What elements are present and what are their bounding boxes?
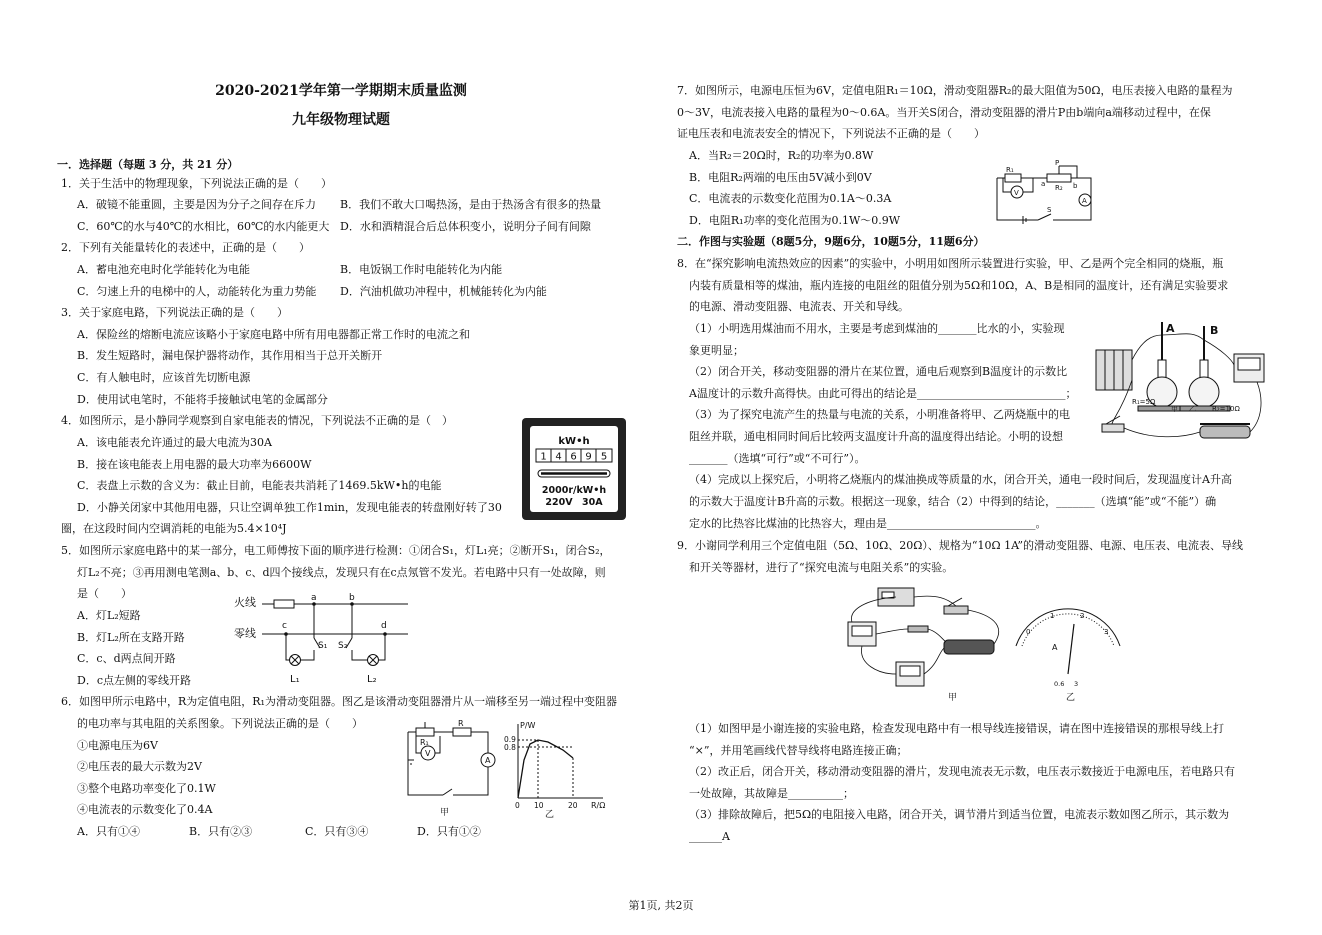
- left-line: C．只有③④: [305, 825, 369, 838]
- switch-s1-label: S₁: [318, 641, 328, 651]
- right-line: 8．在“探究影响电流热效应的因素”的实验中，小明用如图所示装置进行实验，甲、乙是两个完全相同的烧瓶，瓶: [677, 257, 1224, 270]
- left-line: A．该电能表允许通过的最大电流为30A: [77, 436, 272, 449]
- left-line: ②电压表的最大示数为2V: [77, 760, 202, 773]
- q6-y-tick-08: 0.8: [504, 743, 516, 752]
- right-line: 的示数大于温度计B升高的示数。根据这一现象，结合（2）中得到的结论，_______（选填“能”或“不能”）确: [689, 495, 1217, 508]
- meter-spec-rev: 2000r/kW•h: [541, 485, 607, 496]
- meter-digit-1: 1: [540, 451, 547, 463]
- ammeter-icon: [1234, 354, 1264, 382]
- right-line: _______（选填“可行”或“不可行”）。: [689, 452, 866, 465]
- q6-y-tick-09: 0.9: [504, 735, 516, 744]
- right-line: 的电源、滑动变阻器、电流表、开关和导线。: [689, 300, 909, 313]
- q6-x-axis-label: R/Ω: [591, 801, 606, 810]
- right-line: 7．如图所示，电源电压恒为6V，定值电阻R₁＝10Ω，滑动变阻器R₂的最大阻值为50Ω，电压表接入电路的量程为: [677, 84, 1233, 97]
- energy-meter-figure: [521, 417, 627, 521]
- right-line: 和开关等器材，进行了“探究电流与电阻关系”的实验。: [689, 561, 954, 574]
- right-line: A温度计的示数升高得快。由此可得出的结论是___________________________；: [689, 387, 1077, 400]
- q7-ammeter-label: A: [1082, 197, 1087, 205]
- switch-icon: [1102, 416, 1124, 432]
- right-line: （4）完成以上探究后，小明将乙烧瓶内的煤油换成等质量的水，闭合开关，通电一段时间后，发现温度计A升高: [689, 473, 1232, 486]
- q6-circuit: [408, 720, 495, 818]
- left-line: 6．如图甲所示电路中，R为定值电阻，R₁为滑动变阻器。图乙是该滑动变阻器滑片从一端移至另一端过程中变阻器: [61, 695, 617, 708]
- q7-p-label: P: [1055, 160, 1060, 167]
- left-line: 一．选择题（每题 3 分，共 21 分）: [57, 158, 239, 171]
- q7-circuit-figure: [993, 160, 1098, 225]
- left-line: 的电功率与其电阻的关系图象。下列说法正确的是（ ）: [77, 717, 363, 730]
- left-line: A．保险丝的熔断电流应该略小于家庭电路中所有用电器都正常工作时的电流之和: [77, 328, 470, 341]
- q7-switch-label: S: [1047, 206, 1052, 214]
- left-line: C．60℃的水与40℃的水相比，60℃的水内能更大: [77, 220, 330, 233]
- left-line: D．水和酒精混合后总体积变小，说明分子间有间隙: [340, 220, 591, 233]
- meter-digit-4: 9: [585, 451, 592, 463]
- q9-caption-jia: 甲: [948, 693, 958, 703]
- thermometer-a-label: A: [1166, 322, 1175, 335]
- q6-figure: [398, 720, 613, 820]
- left-line: B．接在该电能表上用电器的最大功率为6600W: [77, 458, 312, 471]
- q6-ammeter-label: A: [485, 756, 491, 765]
- meter-digit-5: 5: [600, 451, 608, 463]
- q6-x-tick-0: 0: [515, 801, 520, 810]
- point-c-label: c: [282, 621, 287, 631]
- r2-value-label: R₂=10Ω: [1212, 405, 1240, 413]
- left-line: B．电饭锅工作时电能转化为内能: [340, 263, 503, 276]
- battery-pack-icon: [1096, 350, 1132, 390]
- q6-y-axis-label: P/W: [520, 721, 536, 730]
- right-line: ______A: [689, 830, 730, 843]
- left-line: ③整个电路功率变化了0.1W: [77, 782, 216, 795]
- flask-yi-label: 乙: [1189, 405, 1196, 413]
- left-line: ④电流表的示数变化了0.4A: [77, 803, 213, 816]
- left-line: D．使用试电笔时，不能将手接触试电笔的金属部分: [77, 393, 328, 406]
- left-line: D．小静关闭家中其他用电器，只让空调单独工作1min，发现电能表的转盘刚好转了30: [77, 501, 502, 514]
- q9-caption-yi: 乙: [1066, 693, 1076, 703]
- right-line: （3）为了探究电流产生的热量与电流的关系，小明准备将甲、乙两烧瓶中的电: [689, 408, 1070, 421]
- right-line: B．电阻R₂两端的电压由5V减小到0V: [689, 171, 872, 184]
- left-line: 圈，在这段时间内空调消耗的电能为5.4×10⁴J: [61, 522, 287, 535]
- left-line: C．匀速上升的电梯中的人，动能转化为重力势能: [77, 285, 317, 298]
- left-line: 5．如图所示家庭电路中的某一部分，电工师傅按下面的顺序进行检测：①闭合S₁，灯L₁亮；②断开S₁，闭合S₂，: [61, 544, 611, 557]
- lamp-l1-icon: [290, 655, 301, 666]
- right-line: D．电阻R₁功率的变化范围为0.1W～0.9W: [689, 214, 901, 227]
- dial-tick-2: 2: [1080, 612, 1085, 620]
- dial-tick-0: 0: [1026, 628, 1031, 636]
- q7-voltmeter-label: V: [1014, 189, 1019, 197]
- q9-figure: [838, 584, 1128, 706]
- left-line: B．发生短路时，漏电保护器将动作，其作用相当于总开关断开: [77, 349, 383, 362]
- q9-ammeter-dial: [1016, 609, 1120, 703]
- left-line: 灯L₂不亮；③再用测电笔测a、b、c、d四个接线点，发现只有在c点氖管不发光。若电路中只有一处故障，则: [77, 566, 606, 579]
- left-line: C．有人触电时，应该首先切断电源: [77, 371, 251, 384]
- right-line: （1）小明选用煤油而不用水，主要是考虑到煤油的_______比水的小，实验现: [689, 322, 1065, 335]
- lamp-l1-label: L₁: [290, 674, 300, 685]
- left-line: D．只有①②: [417, 825, 481, 838]
- live-wire-label: 火线: [234, 596, 256, 609]
- q7-a-label: a: [1041, 180, 1046, 188]
- point-b-label: b: [349, 593, 355, 603]
- q6-voltmeter-label: V: [425, 749, 431, 758]
- right-line: C．电流表的示数变化范围为0.1A～0.3A: [689, 192, 892, 205]
- dial-tick-1: 1: [1050, 612, 1055, 620]
- household-circuit-figure: [230, 590, 410, 690]
- q9-circuit: [848, 588, 999, 703]
- right-line: （1）如图甲是小谢连接的实验电路，检查发现电路中有一根导线连接错误，请在图中连接错误的那根导线上打: [689, 722, 1224, 735]
- left-line: 1．关于生活中的物理现象，下列说法正确的是（ ）: [61, 177, 332, 190]
- right-line: 0～3V，电流表接入电路的量程为0～0.6A。当开关S闭合，滑动变阻器的滑片P由b端向a端移动过程中，在保: [677, 106, 1211, 119]
- flask-yi-icon: [1180, 326, 1230, 411]
- dial-range-3: 3: [1074, 680, 1079, 688]
- right-line: （2）闭合开关，移动变阻器的滑片在某位置，通电后观察到B温度计的示数比: [689, 365, 1068, 378]
- q8-apparatus-figure: [1092, 320, 1272, 455]
- right-line: （3）排除故障后，把5Ω的电阻接入电路，闭合开关，调节滑片到适当位置，电流表示数如图乙所示，其示数为: [689, 808, 1230, 821]
- right-line: A．当R₂＝20Ω时，R₂的功率为0.8W: [689, 149, 874, 162]
- right-line: 阻丝并联，通电相同时间后比较两支温度计升高的温度得出结论。小明的设想: [689, 430, 1063, 443]
- meter-unit: kW•h: [558, 436, 590, 447]
- rheostat-icon: [1200, 424, 1250, 438]
- dial-unit-a: A: [1052, 643, 1058, 652]
- right-line: 9．小谢同学利用三个定值电阻（5Ω、10Ω、20Ω）、规格为“10Ω 1A”的滑动变阻器、电源、电压表、电流表、导线: [677, 539, 1244, 552]
- q6-x-tick-20: 20: [568, 801, 578, 810]
- thermometer-b-label: B: [1210, 324, 1219, 337]
- lamp-l2-icon: [368, 655, 379, 666]
- left-line: D．汽油机做功冲程中，机械能转化为内能: [340, 285, 547, 298]
- left-line: C．c、d两点间开路: [77, 652, 176, 665]
- left-line: A．灯L₂短路: [77, 609, 141, 622]
- q6-caption-yi: 乙: [545, 810, 555, 820]
- q7-r2-label: R₂: [1055, 184, 1063, 192]
- neutral-wire-label: 零线: [234, 627, 256, 640]
- q6-x-tick-10: 10: [534, 801, 544, 810]
- lamp-l2-label: L₂: [367, 674, 377, 685]
- left-line: A．只有①④: [77, 825, 140, 838]
- right-line: 象更明显；: [689, 344, 744, 357]
- right-line: 一处故障，其故障是__________；: [689, 787, 854, 800]
- meter-spec-rating: 220V 30A: [545, 497, 603, 508]
- left-line: C．表盘上示数的含义为：截止目前，电能表共消耗了1469.5kW•h的电能: [77, 479, 442, 492]
- left-line: B．只有②③: [189, 825, 253, 838]
- right-line: “×”，并用笔画线代替导线将电路连接正确；: [689, 744, 908, 757]
- left-line: 4．如图所示，是小静同学观察到自家电能表的情况，下列说法不正确的是（ ）: [61, 414, 453, 427]
- left-line: 3．关于家庭电路，下列说法正确的是（ ）: [61, 306, 288, 319]
- left-line: A．破镜不能重圆，主要是因为分子之间存在斥力: [77, 198, 316, 211]
- flask-jia-label: 甲: [1171, 405, 1178, 413]
- q7-b-label: b: [1073, 182, 1078, 190]
- q6-r-label: R: [458, 720, 464, 728]
- right-line: 内装有质量相等的煤油，瓶内连接的电阻丝的阻值分别为5Ω和10Ω，A、B是相同的温度计，还有满足实验要求: [689, 279, 1229, 292]
- left-line: B．灯L₂所在支路开路: [77, 631, 185, 644]
- page-subtitle: 九年级物理试题: [292, 112, 390, 128]
- point-d-label: d: [381, 621, 387, 631]
- right-line: 定水的比热容比煤油的比热容大，理由是___________________________。: [689, 517, 1047, 530]
- left-line: A．蓄电池充电时化学能转化为电能: [77, 263, 250, 276]
- dial-range-06: 0.6: [1054, 680, 1065, 688]
- meter-digit-2: 4: [555, 451, 562, 463]
- left-line: B．我们不敢大口喝热汤，是由于热汤含有很多的热量: [340, 198, 602, 211]
- meter-digit-3: 6: [570, 451, 577, 463]
- dial-tick-3: 3: [1104, 628, 1109, 636]
- switch-s2-label: S₂: [338, 641, 348, 651]
- left-line: D．c点左侧的零线开路: [77, 674, 191, 687]
- point-a-label: a: [311, 593, 317, 603]
- right-line: 二．作图与实验题（8题5分，9题6分，10题5分，11题6分）: [677, 235, 985, 248]
- page-footer: 第1页, 共2页: [628, 899, 694, 912]
- page-title: 2020-2021学年第一学期期末质量监测: [215, 83, 467, 99]
- left-line: 是（ ）: [77, 587, 132, 600]
- left-line: 2．下列有关能量转化的表述中，正确的是（ ）: [61, 241, 310, 254]
- left-line: ①电源电压为6V: [77, 739, 158, 752]
- q6-r1-label: R₁: [420, 738, 429, 747]
- r1-value-label: R₁=5Ω: [1132, 398, 1156, 406]
- right-line: （2）改正后，闭合开关，移动滑动变阻器的滑片，发现电流表无示数，电压表示数接近于电源电压，若电路只有: [689, 765, 1235, 778]
- q6-power-graph: [504, 721, 605, 820]
- right-line: 证电压表和电流表安全的情况下，下列说法不正确的是（ ）: [677, 127, 985, 140]
- q6-caption-jia: 甲: [440, 808, 450, 818]
- q7-r1-label: R₁: [1006, 166, 1014, 174]
